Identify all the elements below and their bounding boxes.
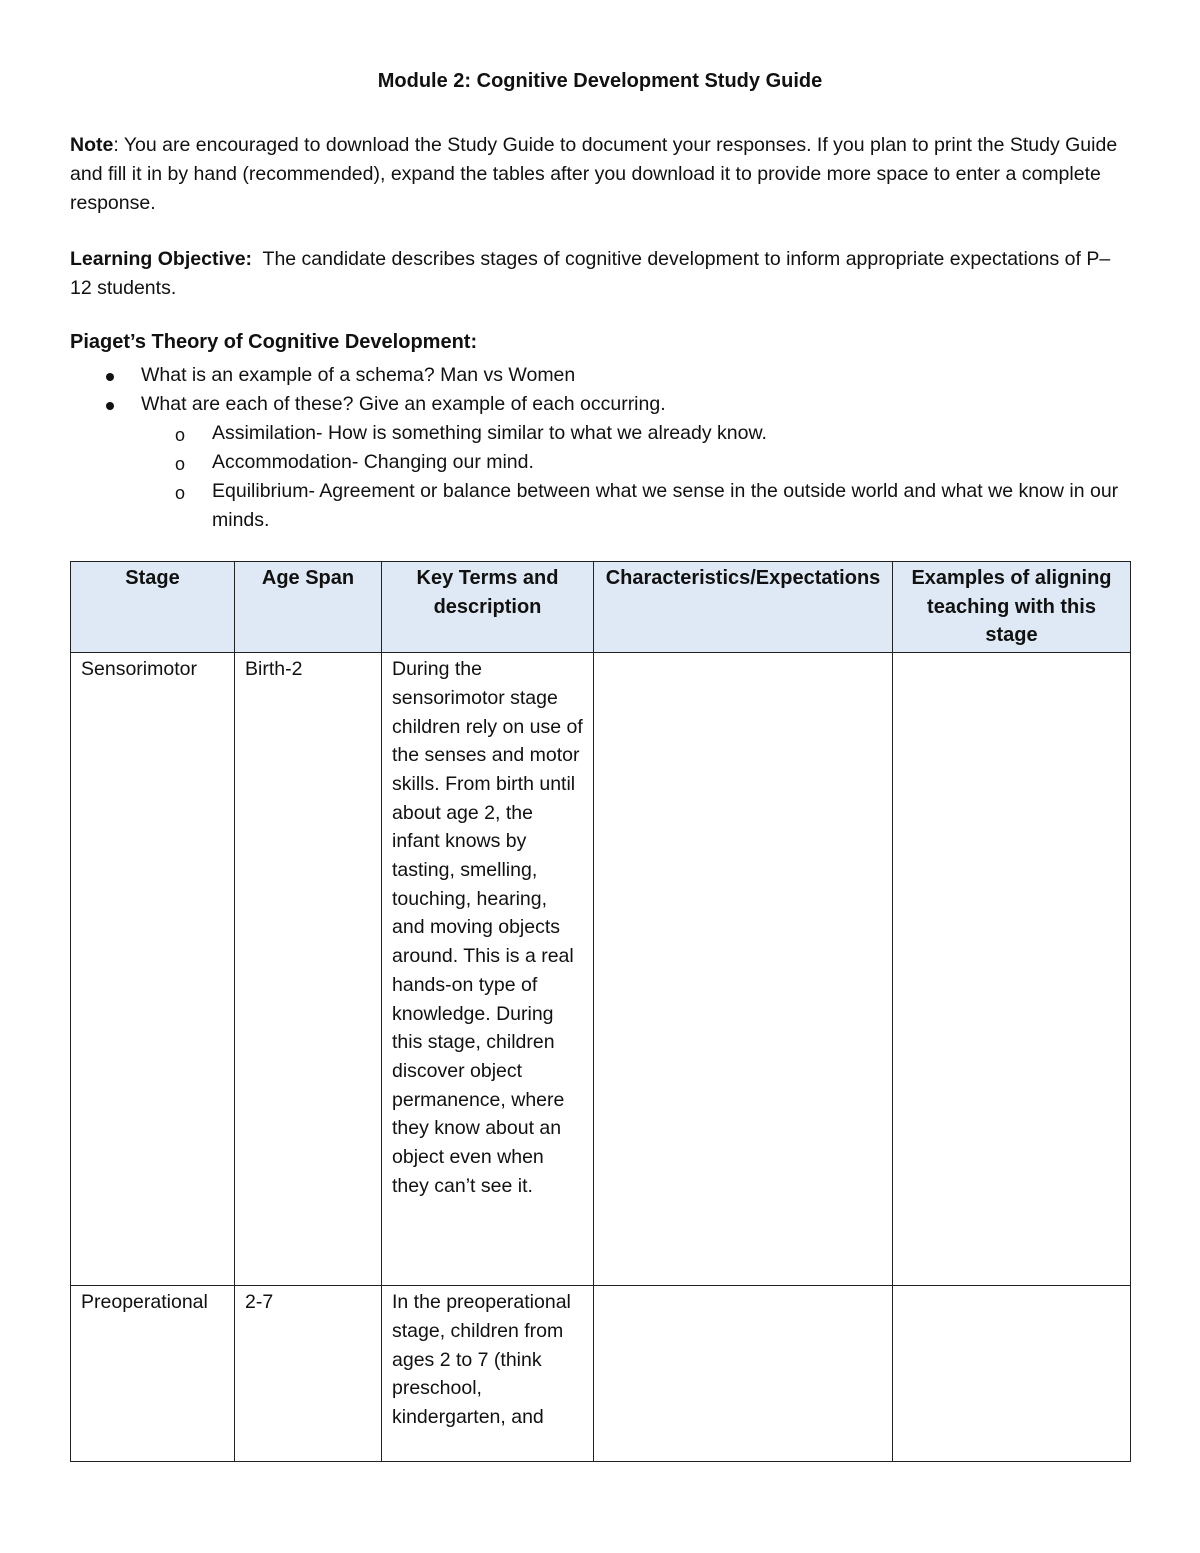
objective-label: Learning Objective: xyxy=(70,248,253,270)
objective-text: The candidate describes stages of cognitive development to inform appropriate expectations of P–12 students. xyxy=(70,248,1111,299)
description-cell xyxy=(382,1286,594,1462)
table-row xyxy=(71,1286,1131,1462)
bullet-dot-icon xyxy=(106,402,114,410)
examples-cell[interactable] xyxy=(893,653,1131,1286)
bullet-text: What are each of these? Give an example of each occurring. xyxy=(141,393,666,415)
examples-cell[interactable] xyxy=(893,1286,1131,1462)
list-item xyxy=(70,390,1130,419)
page-title: Module 2: Cognitive Development Study Guide xyxy=(377,70,823,92)
header-stage: Stage xyxy=(71,562,235,653)
characteristics-cell[interactable] xyxy=(594,1286,893,1462)
header-key-terms: Key Terms and description xyxy=(382,562,594,653)
sub-bullet-text: Accommodation- Changing our mind. xyxy=(212,451,534,473)
list-item xyxy=(70,361,1130,390)
header-characteristics: Characteristics/Expectations xyxy=(594,562,893,653)
age-cell: 2-7 xyxy=(235,1286,382,1462)
piaget-heading: Piaget’s Theory of Cognitive Development: xyxy=(70,331,478,353)
stages-table xyxy=(70,561,1131,1462)
list-item xyxy=(70,448,1130,477)
learning-objective-paragraph xyxy=(70,245,1130,303)
list-item xyxy=(70,477,1130,535)
header-examples: Examples of aligning teaching with this stage xyxy=(893,562,1131,653)
circle-bullet-icon: o xyxy=(175,483,186,503)
bullet-text: What is an example of a schema? Man vs Women xyxy=(141,364,576,386)
circle-bullet-icon: o xyxy=(175,425,186,445)
stage-cell: Preoperational xyxy=(71,1286,235,1462)
characteristics-cell[interactable] xyxy=(594,653,893,1286)
note-label: Note xyxy=(70,134,114,156)
sub-bullet-text: Equilibrium- Agreement or balance between what we sense in the outside world and what we know in our minds. xyxy=(212,480,1119,531)
bullet-dot-icon xyxy=(106,373,114,381)
bullet-list xyxy=(70,361,1130,419)
note-text: : You are encouraged to download the Study Guide to document your responses. If you plan to print the Study Guide and fill it in by hand (recommended), expand the tables after you download it to provide more space to enter a complete response. xyxy=(70,134,1118,214)
header-age-span: Age Span xyxy=(235,562,382,653)
description-cell: During the sensorimotor stage children rely on use of the senses and motor skills. From birth until about age 2, the infant knows by tasting, smelling, touching, hearing, and moving objects around. This is a real hands-on type of knowledge. During this stage, children discover object permanence, where they know about an object even when they can’t see it. xyxy=(382,653,594,1286)
sub-bullet-list xyxy=(70,419,1130,535)
list-item xyxy=(70,419,1130,448)
age-cell: Birth-2 xyxy=(235,653,382,1286)
circle-bullet-icon: o xyxy=(175,454,186,474)
table-row xyxy=(71,653,1131,1286)
description-text: In the preoperational stage, children from ages 2 to 7 (think preschool, kindergarten, and xyxy=(392,1291,571,1428)
sub-bullet-text: Assimilation- How is something similar to what we already know. xyxy=(212,422,767,444)
table-header-row xyxy=(71,562,1131,653)
stage-cell: Sensorimotor xyxy=(71,653,235,1286)
note-paragraph xyxy=(70,131,1130,218)
